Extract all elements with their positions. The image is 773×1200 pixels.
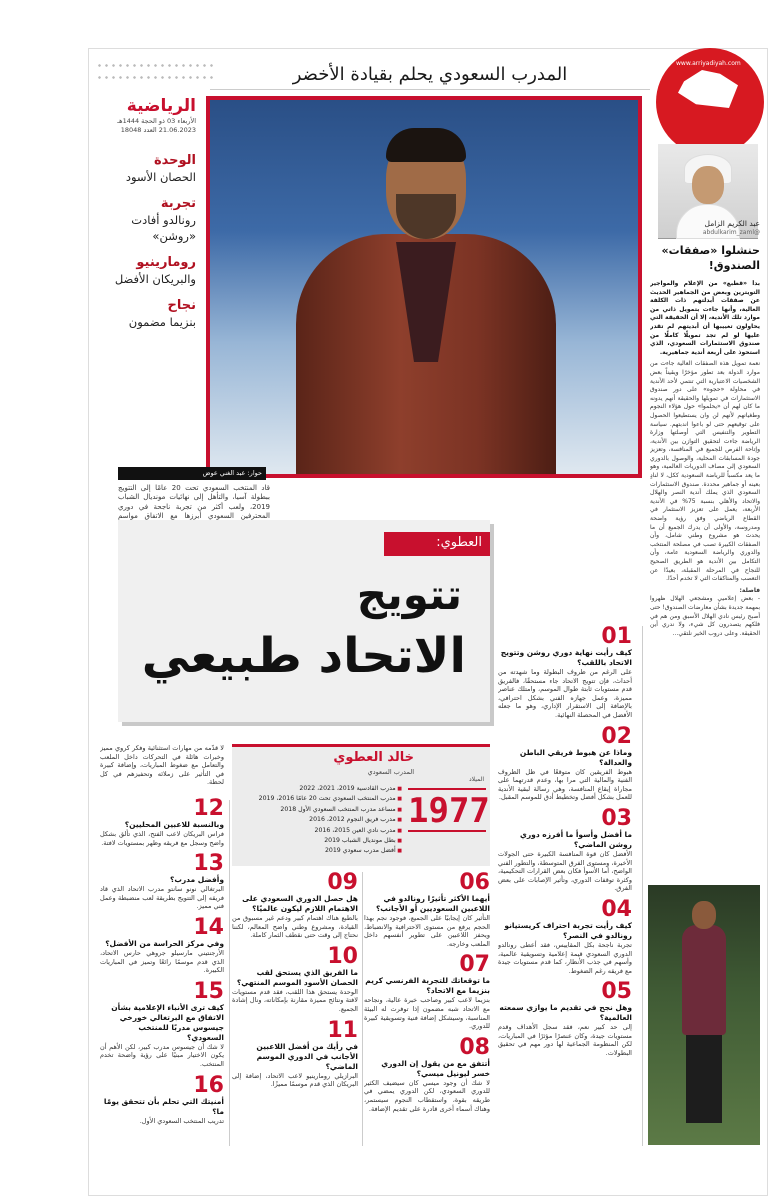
- coach-torso: [682, 925, 726, 1035]
- issue-info: [96, 117, 196, 135]
- career-item: ■ مدرب القادسية 2019، 2021، 2022: [238, 784, 402, 794]
- qa-answer: التأثير كان إيجابيًا على الجميع، فوجود نجم بهذا الحجم يرفع من مستوى الاحترافية والانضباط، ويحفز اللاعبين على تطوير أنفسهم داخل الملعب وخارجه.: [364, 914, 490, 948]
- topics-column: [100, 152, 196, 340]
- qa-column-right: [498, 626, 632, 1146]
- column-divider: [229, 800, 230, 1146]
- coach-legs: [686, 1033, 722, 1123]
- topic-text: والبريكان الأفضل: [114, 272, 196, 286]
- qa-item: [498, 981, 632, 1057]
- profile-birth-year: 1977: [408, 788, 486, 832]
- topic-title: رومارينيو: [136, 255, 196, 270]
- qa-question: وأفضل مدرب؟: [169, 875, 224, 885]
- qa-item: [100, 798, 224, 847]
- qa-column-center: [232, 872, 358, 1146]
- qa-item: [100, 1072, 224, 1126]
- qa-item: [364, 1034, 490, 1113]
- mid-note: [100, 744, 224, 794]
- qa-item: [232, 872, 358, 940]
- title-line-1: تتويج: [356, 570, 462, 619]
- issue-date: الأربعاء 03 ذو الحجة 1444هـ: [117, 117, 196, 125]
- qa-question: هل حصل الدوري السعودي على الاهتمام اللازم ليكون عالميًا؟: [242, 894, 358, 913]
- topic-text: رونالدو أفادت «روشن»: [131, 213, 196, 243]
- topic-text: الحصان الأسود: [125, 170, 196, 184]
- column-closing-label: فاصلة:: [739, 586, 760, 594]
- qa-question: وفي مركز الحراسة من الأفضل؟: [105, 938, 224, 948]
- qa-number: 16: [193, 1072, 224, 1098]
- qa-answer: لا شك أن جيسوس مدرب كبير، لكن الأهم أن يكون الاختيار مبنيًا على رؤية واضحة تخدم المنتخب.: [100, 1042, 224, 1068]
- title-label: العطوي:: [384, 532, 490, 556]
- coach-bio: قاد المنتخب السعودي تحت 20 عامًا إلى التتويج ببطولة آسيا، والتأهل إلى نهائيات مونديال الشباب 2019، ولعب أكثر من تجربة ناجحة في دوري المحترفين السعودي أبرزها مع الاتفاق مواسم: [118, 484, 270, 521]
- qa-item: [100, 914, 224, 975]
- topic-item: [100, 152, 196, 185]
- qa-question: كيف رأيت تجربة احتراف كريستيانو رونالدو في النصر؟: [504, 920, 632, 940]
- qa-question: أيهما الأكثر تأثيرًا رونالدو في اللاعبين السعوديين أو الأجانب؟: [375, 894, 490, 913]
- column-divider: [362, 872, 363, 1146]
- qa-question: ما أفضل وأسوأ ما أفرزه دوري روشن الماضي؟: [519, 829, 632, 849]
- qa-item: [498, 805, 632, 893]
- qa-question: كيف رأيت نهاية دوري روشن وتتويج الاتحاد باللقب؟: [500, 648, 632, 667]
- page-headline: المدرب السعودي يحلم بقيادة الأخضر: [210, 64, 650, 90]
- qa-answer: الأفضل كان قوة المنافسة الكبيرة حتى الجولات الأخيرة، ومستوى الفرق المتوسطة، والتطور الفني الواضح، أما الأسوأ فكان بعض القرارات التحكيمية، وكثرة توقفات الدوري، وتأثير الإصابات على بعض الفرق.: [498, 849, 632, 893]
- masthead-dots: [96, 74, 216, 82]
- qa-number: 10: [327, 943, 358, 969]
- column-body-text: نعمة تمويل هذه الصفقات العالية جاءت من موارد الدولة بعد تطور مؤخرًا ويقيناً بعض الشخصيات الاعتبارية التي تنتمي لأحد الأندية في محاولة «حجوه» على دور صندوق الاستثمارات في تمويلها والحقيقة أنهم يدونه ما كان لهم أن «يحلموا» حول هؤلاء النجوم وطغيانهم لأنهم لن وان يستطيعوا الحصول على توقيعهم حتى لو باعوا اندبتهم. سياسة التطوير والتنفيس التي أوصلتها وزارة الرياضة جاءت لتحقيق التوازن بين الأندية، وإتاحة الفرص للجميع في المنافسة، وتعزيز جودة المسابقات المحلية، والوصول بالدوري السعودي إلى مصاف الدوريات العالمية، وهو ما يعد مكسباً للرياضة السعودية ككل، لا لنادٍ بعينه أو جماهير محددة. صندوق الاستثمارات السعودي الذي يملك أندية النصر والهلال والاتحاد والأهلي بنسبة 75% في الأندية الأربعة، يعمل على تعزيز الاستثمار في القطاع الرياضي وفق رؤية واضحة ومدروسة، والأولى أن يدرك الجميع أن ما يحدث هو مشروع وطني شامل، وأن الصفقات الكبيرة تصب في مصلحة المنتخب والدوري والرياضة السعودية عامة، وأن التكامل بين الأندية هو الطريق الصحيح للنجاح في المرحلة المقبلة، بعيدًا عن التعصب والمناكفات التي لا تخدم أحدًا.: [650, 360, 760, 583]
- issue-number: 21.06.2023 العدد 18048: [120, 126, 196, 134]
- qa-question: ما الفريق الذي يستحق لقب الحصان الأسود الموسم المنتهي؟: [236, 967, 358, 987]
- career-item: ■ مدرب المنتخب السعودي تحت 20 عامًا 2016، 2019: [238, 794, 402, 804]
- qa-item: [364, 954, 490, 1030]
- qa-number: 13: [193, 851, 224, 877]
- qa-number: 03: [601, 805, 632, 831]
- qa-answer: تجربة ناجحة بكل المقاييس، فقد أعطى رونالدو الدوري السعودي قيمة إعلامية وتسويقية عالمية، وأسهم في جذب الأنظار، كما قدم مستويات جيدة مع فريقه رغم الضغوط.: [498, 940, 632, 975]
- qa-number: 07: [459, 952, 490, 978]
- qa-answer: بالطبع هناك اهتمام كبير ودعم غير مسبوق من القيادة، ومشروع وطني واضح المعالم، لكننا نحتاج إلى وقت حتى نقطف الثمار كاملة.: [232, 914, 358, 940]
- qa-answer: هبوط الفريقين كان متوقعًا في ظل الظروف الفنية والمالية التي مرا بها، وعدم قدرتهما على مجاراة إيقاع المنافسة، وهي رسالة لبقية الأندية للعمل بشكل أفضل وتخطيط أدق للموسم المقبل.: [498, 767, 632, 802]
- career-item: ■ مدرب فريق النجوم 2012، 2016: [238, 815, 402, 825]
- qa-answer: إلى حد كبير نعم، فقد سجل الأهداف وقدم مستويات جيدة، وكان عنصرًا مؤثرًا في المباريات، لكن المنظومة الجماعية لها دور مهم في تحقيق البطولات.: [498, 1023, 632, 1058]
- topic-title: نجاح: [167, 298, 196, 313]
- qa-number: 02: [601, 723, 632, 749]
- coach-head: [692, 901, 716, 929]
- qa-number: 01: [601, 626, 632, 649]
- qa-column-left: [100, 798, 224, 1146]
- qa-answer: الأرجنتيني مارسيلو جروهي حارس الاتحاد، الذي قدم موسمًا رائعًا وتميز في المباريات الكبيرة.: [100, 948, 224, 975]
- qa-item: [232, 943, 358, 1014]
- topic-item: [100, 254, 196, 287]
- qa-answer: فراس البريكان لاعب الفتح، الذي تألق بشكل واضح وسجل مع فريقه وظهر بمستويات لافتة.: [100, 830, 224, 847]
- qa-question: وهل نجح في تقديم ما يوازي سمعته العالمية؟: [499, 1003, 632, 1023]
- newspaper-logo: الرياضية: [126, 96, 196, 116]
- topic-title: تجربة: [160, 196, 196, 211]
- qa-number: 12: [193, 798, 224, 821]
- topic-item: [100, 297, 196, 330]
- qa-item: [364, 872, 490, 948]
- profile-role: المدرب السعودي: [367, 768, 414, 776]
- qa-number: 11: [327, 1017, 358, 1043]
- qa-answer: البرتغالي نونو سانتو مدرب الاتحاد الذي قاد فريقه إلى التتويج بطريقة لعب منضبطة وعمل فني مميز.: [100, 885, 224, 911]
- qa-question: ما توقعاتك للتجربة الفرنسي كريم بنزيما مع الاتحاد؟: [365, 976, 490, 996]
- qa-number: 14: [193, 914, 224, 940]
- qa-answer: على الرغم من ظروف البطولة وما شهدته من أحداث، فإن تتويج الاتحاد جاء مستحقًا، فالفريق قدم مستويات ثابتة طوال الموسم، وامتلك عناصر مميزة، وعمل جهازه الفني بشكل احترافي، بالإضافة إلى الاستقرار الإداري، وهو ما جعله الأفضل في المحصلة النهائية.: [498, 668, 632, 719]
- qa-item: [100, 978, 224, 1069]
- profile-career-list: [238, 784, 402, 857]
- qa-question: كيف ترى الأنباء الإعلامية بشأن الاتفاق مع البرتغالي خورخي جيسوس مدربًا للمنتخب السعودي؟: [111, 1002, 224, 1042]
- topic-text: بنزيما مضمون: [128, 315, 196, 329]
- author-face: [692, 166, 724, 204]
- qa-question: وماذا عن هبوط فريقي الباطن والعدالة؟: [519, 747, 632, 767]
- qa-number: 15: [193, 978, 224, 1004]
- coach-figure: [296, 124, 556, 478]
- career-item: ■ بطل مونديال الشباب 2019: [238, 836, 402, 846]
- qa-question: أمنيتك التي تحلم بأن تتحقق يومًا ما؟: [103, 1096, 224, 1116]
- qa-number: 04: [601, 896, 632, 922]
- qa-answer: بنزيما لاعب كبير وصاحب خبرة عالية، ونجاحه مع الاتحاد شبه مضمون إذا توفرت له البيئة المناسبة، وسيشكل إضافة فنية وتسويقية كبيرة للدوري.: [364, 996, 490, 1031]
- qa-item: [100, 853, 224, 911]
- masthead-dots: [96, 62, 216, 70]
- qa-item: [498, 896, 632, 975]
- qa-question: أتتفق مع من يقول إن الدوري خسر ليونيل ميسي؟: [381, 1058, 490, 1078]
- career-item: ■ أفضل مدرب سعودي 2019: [238, 846, 402, 856]
- profile-birth-label: الميلاد: [468, 776, 484, 783]
- qa-column-middle: [364, 872, 490, 1146]
- brand-url: www.arriyadiyah.com: [676, 60, 741, 67]
- qa-answer: الوحدة يستحق هذا اللقب، فقد قدم مستويات لافتة ونتائج مميزة مقارنة بإمكاناته، ونال إشادة الجميع.: [232, 987, 358, 1013]
- column-closing-text: - بعض إعلاميي ومشجعي الهلال ظهروا بمهمة جديدة بشأن معارضات الصندوق! حتى أصبح رئيس نادي الهلال الأسبق ومن هم في فلكهم يتصدرون كل شيء، ولا ندري أين الحقيقة. وعلى دروب الخير نلتقي...: [650, 595, 760, 637]
- qa-number: 09: [327, 872, 358, 895]
- topic-title: الوحدة: [153, 153, 196, 168]
- qa-answer: البرازيلي رومارينيو لاعب الاتحاد، إضافة إلى البريكان الذي قدم موسمًا مميزًا.: [232, 1071, 358, 1089]
- qa-question: وبالنسبة للاعبين المحليين؟: [124, 820, 224, 829]
- column-title-pre: حنشلوا «صفقات»: [661, 244, 760, 257]
- column-lead: بدأ «قطبع» من الإعلام والمواجير التويترين وبعض من الجماهير الحديث عن صفقات أبدلتهم ذات الكلفة العالية، وأنها جاءت بتمويل ذاتي من موارد تلك الأندية، إلا أن الحقيقة التي يحاولون تغييبها أن أبديتهم لم تقدر عليها لو لم تجد تمويلًا كاملًا من صندوق الاستثمارات السعودي، الذي استحوذ على أربعة أندية جماهيرية.: [650, 280, 760, 356]
- main-coach-photo: [206, 96, 642, 478]
- qa-item: [498, 626, 632, 720]
- column-title: [650, 243, 760, 273]
- title-line-2: الاتحاد طبيعي: [141, 628, 466, 684]
- coach-hair: [386, 128, 466, 162]
- opinion-column-body: [650, 280, 760, 880]
- qa-number: 08: [459, 1034, 490, 1060]
- career-item: ■ مساعد مدرب المنتخب السعودي الأول 2018: [238, 805, 402, 815]
- qa-number: 05: [601, 979, 632, 1005]
- topic-item: [100, 195, 196, 244]
- author-handle: @abdulkarim_zaml: [702, 229, 760, 236]
- profile-name: خالد العطوي: [333, 750, 414, 765]
- qa-item: [498, 723, 632, 802]
- qa-item: [232, 1017, 358, 1089]
- qa-number: 06: [459, 872, 490, 895]
- qa-answer: لا شك أن وجود ميسي كان سيضيف الكثير للدوري السعودي، لكن الدوري يمضي في طريقه بقوة، واستقطاب النجوم سيستمر، وهناك أسماء أخرى قادرة على تقديم الإضافة.: [364, 1078, 490, 1113]
- author-name: عبد الكريم الزامل: [704, 219, 760, 228]
- career-item: ■ مدرب نادي العين 2015، 2016: [238, 826, 402, 836]
- coach-sideline-photo: [648, 885, 760, 1145]
- column-divider: [642, 626, 643, 1146]
- qa-question: في رأيك من أفضل اللاعبين الأجانب في الدوري الموسم الماضي؟: [256, 1041, 358, 1071]
- column-title-post: الصندوق!: [708, 259, 760, 272]
- qa-answer: تدريب المنتخب السعودي الأول.: [139, 1116, 224, 1125]
- interview-credit: حوار: عبد الغني عوض: [118, 467, 266, 480]
- mid-note-text: لا قدّمه من مهارات استثنائية وفكر كروي مميز وخبرات هائلة في التحركات داخل الملعب والتعامل مع ضغوط المباريات، وإضافة كبيرة في التأثير على زملائه وتحفيزهم في كل لحظة.: [100, 744, 224, 787]
